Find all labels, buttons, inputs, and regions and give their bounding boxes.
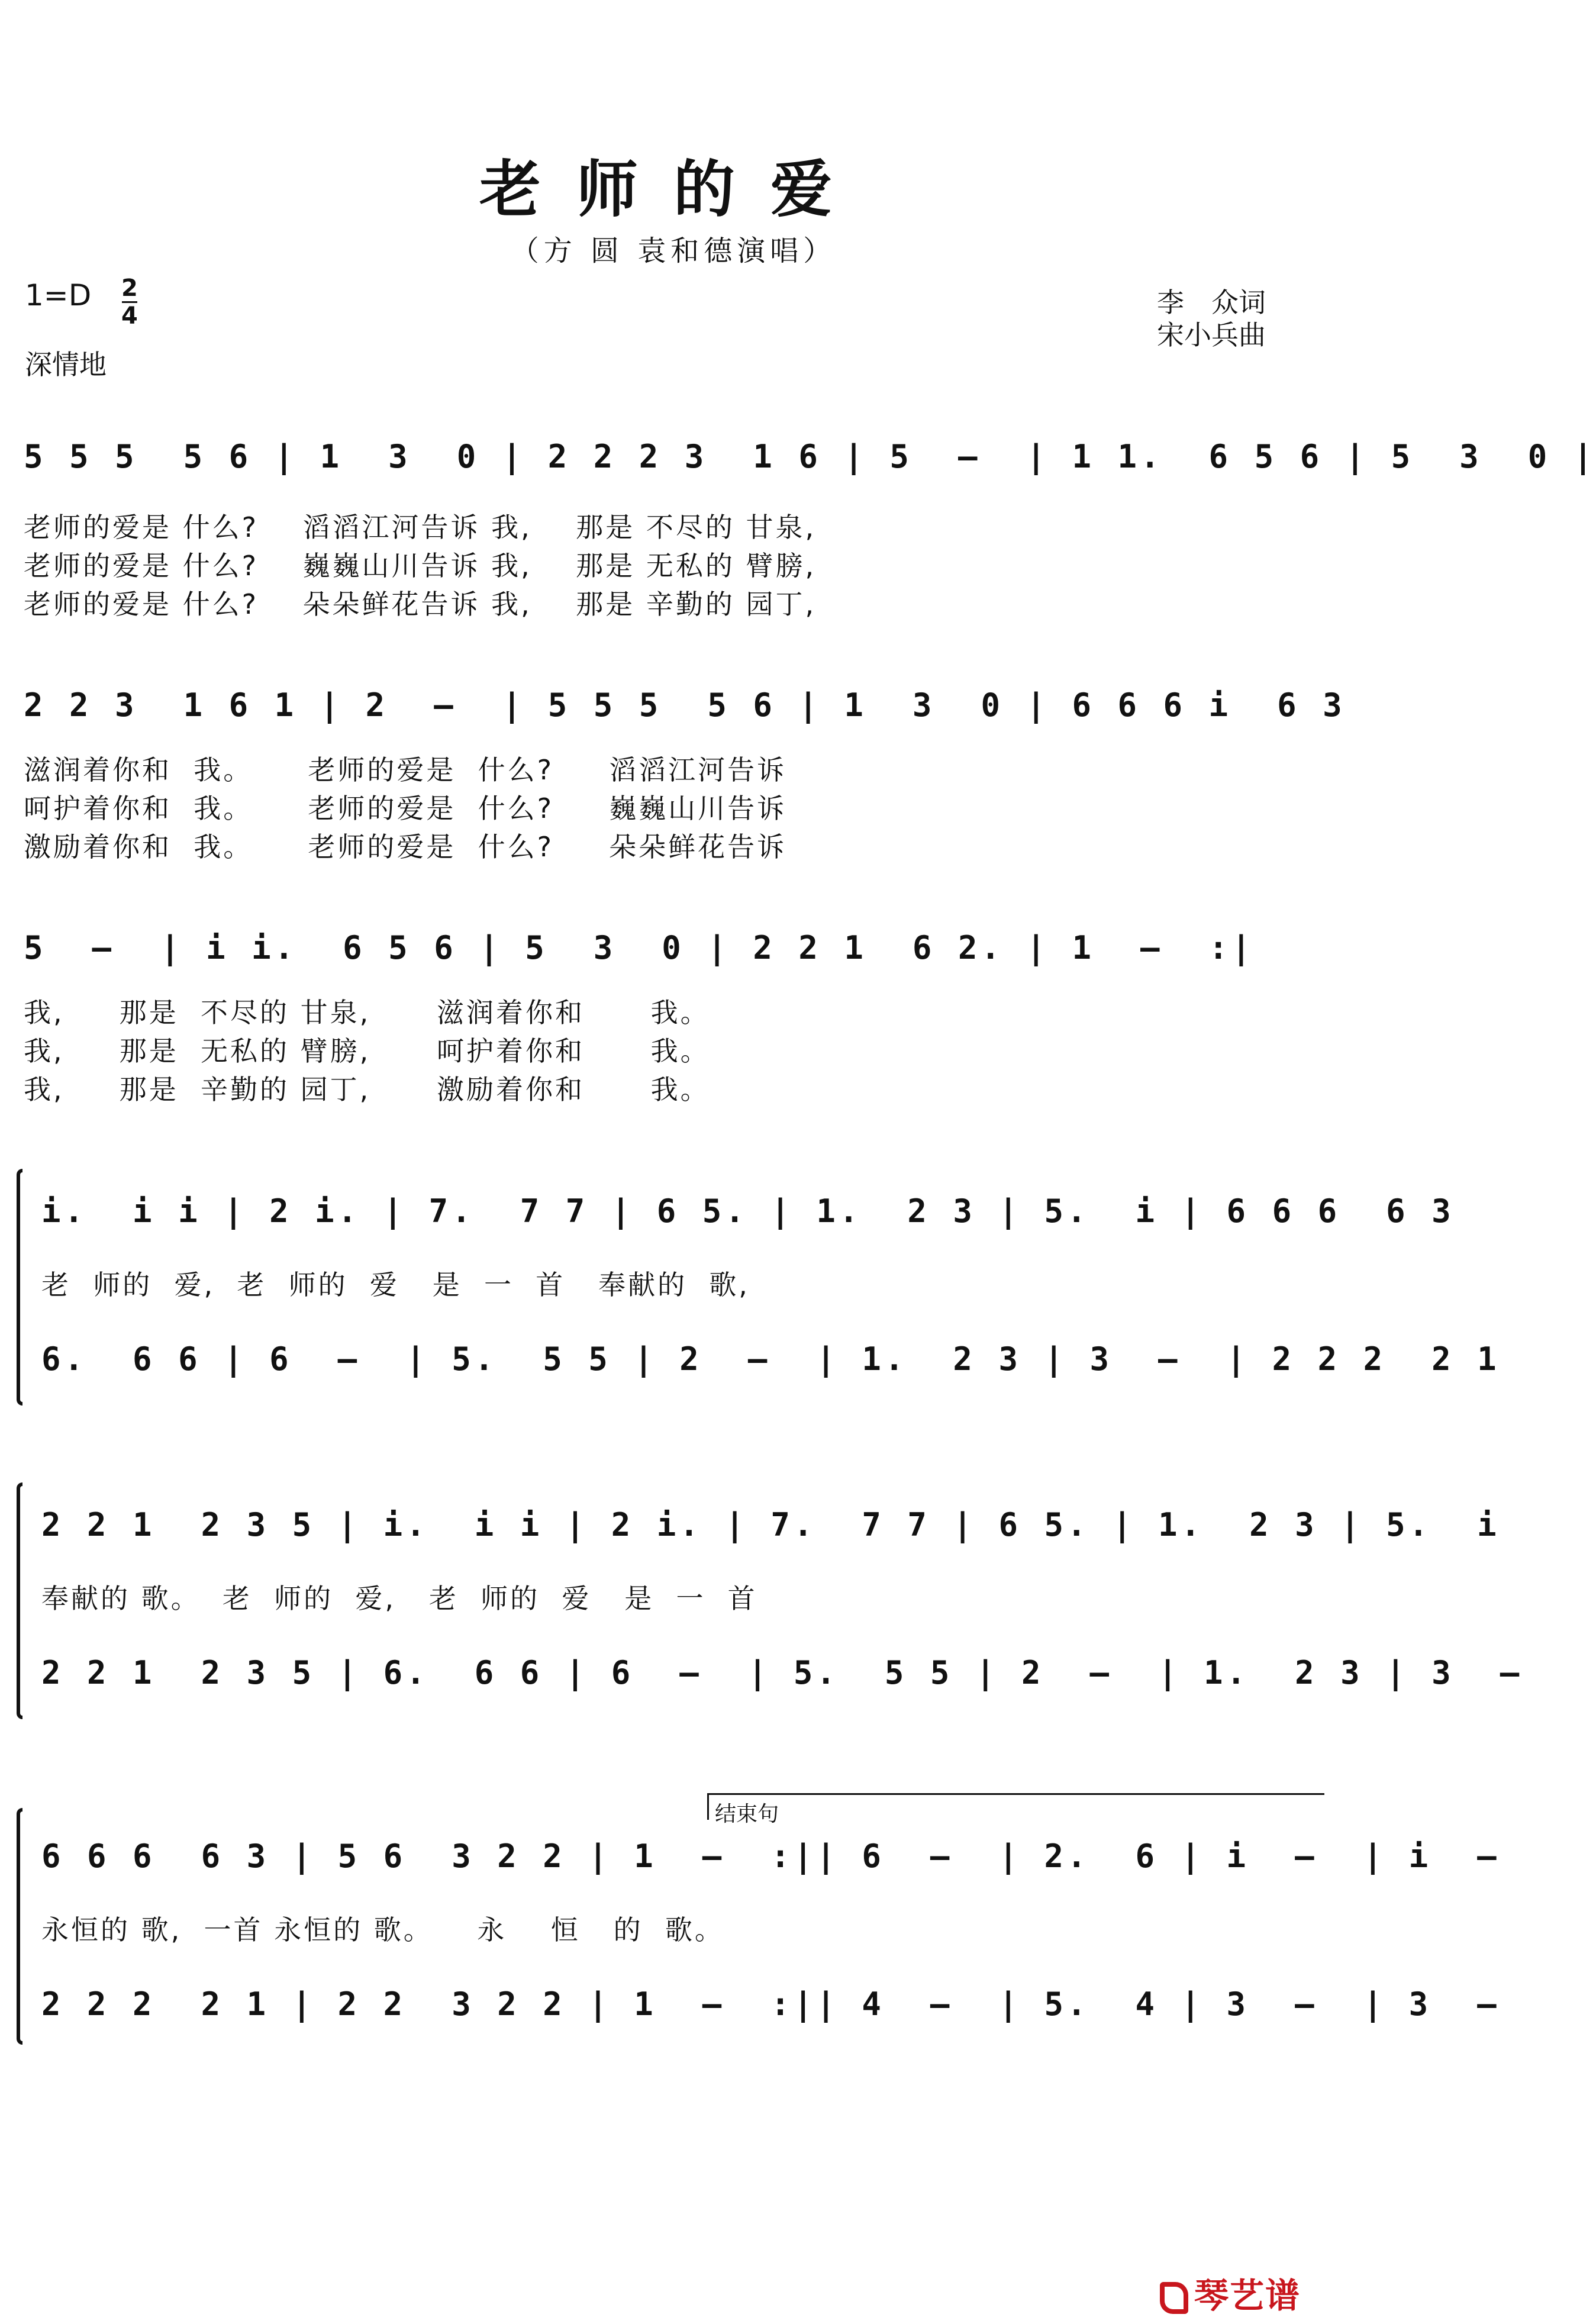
tempo-marking: 深情地 <box>25 349 107 381</box>
time-signature <box>121 275 138 329</box>
ending-label: 结束句 <box>707 1793 1324 1820</box>
composer: 宋小兵曲 <box>1157 319 1266 351</box>
system-5-brace <box>17 1482 22 1719</box>
system-5-upper-notes: 2 2 1 2 3 5 | i. i i | 2 i. | 7. 7 7 | 6 5. | 1. 2 3 | 5. i <box>41 1506 1500 1543</box>
system-3-notes: 5 – | i i. 6 5 6 | 5 3 0 | 2 2 1 6 2. | 1 – :| <box>24 929 1255 966</box>
key-signature: 1=D <box>25 278 92 312</box>
system-4-lyrics: 老 师的 爱, 老 师的 爱 是 一 首 奉献的 歌, <box>41 1269 750 1301</box>
time-sig-denominator: 4 <box>121 302 138 330</box>
site-logo[interactable] <box>1160 2268 1301 2317</box>
song-title: 老师的爱 <box>479 153 868 225</box>
system-3-lyrics-verse-1: 我, 那是 不尽的 甘泉, 滋润着你和 我。 <box>24 997 710 1029</box>
system-4-upper-notes: i. i i | 2 i. | 7. 7 7 | 6 5. | 1. 2 3 | 5. i | 6 6 6 6 3 <box>41 1192 1455 1230</box>
system-5-lower-notes: 2 2 1 2 3 5 | 6. 6 6 | 6 – | 5. 5 5 | 2 – | 1. 2 3 | 3 – <box>41 1654 1523 1691</box>
performers: （方 圆 袁和德演唱） <box>510 234 837 267</box>
system-4-brace <box>17 1169 22 1406</box>
lyricist: 李 众词 <box>1157 286 1266 318</box>
system-3-lyrics-verse-3: 我, 那是 辛勤的 园丁, 激励着你和 我。 <box>24 1074 710 1105</box>
logo-icon <box>1160 2282 1188 2314</box>
system-5-lyrics: 奉献的 歌。 老 师的 爱, 老 师的 爱 是 一 首 <box>41 1582 757 1614</box>
system-1-lyrics-verse-2: 老师的爱是 什么? 巍巍山川告诉 我, 那是 无私的 臂膀, <box>24 550 817 582</box>
system-1-notes: 5 5 5 5 6 | 1 3 0 | 2 2 2 3 1 6 | 5 – | 1 1. 6 5 6 | 5 3 0 | <box>24 438 1596 475</box>
system-4-lower-notes: 6. 6 6 | 6 – | 5. 5 5 | 2 – | 1. 2 3 | 3 – | 2 2 2 2 1 <box>41 1340 1500 1378</box>
system-1-lyrics-verse-3: 老师的爱是 什么? 朵朵鲜花告诉 我, 那是 辛勤的 园丁, <box>24 588 817 620</box>
system-6-lower-notes: 2 2 2 2 1 | 2 2 3 2 2 | 1 – :|| 4 – | 5. 4 | 3 – | 3 – <box>41 1985 1500 2023</box>
system-6-upper-notes: 6 6 6 6 3 | 5 6 3 2 2 | 1 – :|| 6 – | 2. 6 | i – | i – <box>41 1838 1500 1875</box>
system-2-notes: 2 2 3 1 6 1 | 2 – | 5 5 5 5 6 | 1 3 0 | 6 6 6 i 6 3 <box>24 686 1346 724</box>
system-2-lyrics-verse-3: 激励着你和 我。 老师的爱是 什么? 朵朵鲜花告诉 <box>24 831 787 863</box>
time-sig-numerator: 2 <box>121 275 138 302</box>
system-2-lyrics-verse-2: 呵护着你和 我。 老师的爱是 什么? 巍巍山川告诉 <box>24 792 787 824</box>
system-6-lyrics: 永恒的 歌, 一首 永恒的 歌。 永 恒 的 歌。 <box>41 1914 724 1946</box>
system-3-lyrics-verse-2: 我, 那是 无私的 臂膀, 呵护着你和 我。 <box>24 1035 710 1067</box>
system-1-lyrics-verse-1: 老师的爱是 什么? 滔滔江河告诉 我, 那是 不尽的 甘泉, <box>24 511 817 543</box>
system-2-lyrics-verse-1: 滋润着你和 我。 老师的爱是 什么? 滔滔江河告诉 <box>24 754 787 786</box>
system-6-brace <box>17 1808 22 2045</box>
logo-text: 琴艺谱 <box>1194 2275 1301 2316</box>
